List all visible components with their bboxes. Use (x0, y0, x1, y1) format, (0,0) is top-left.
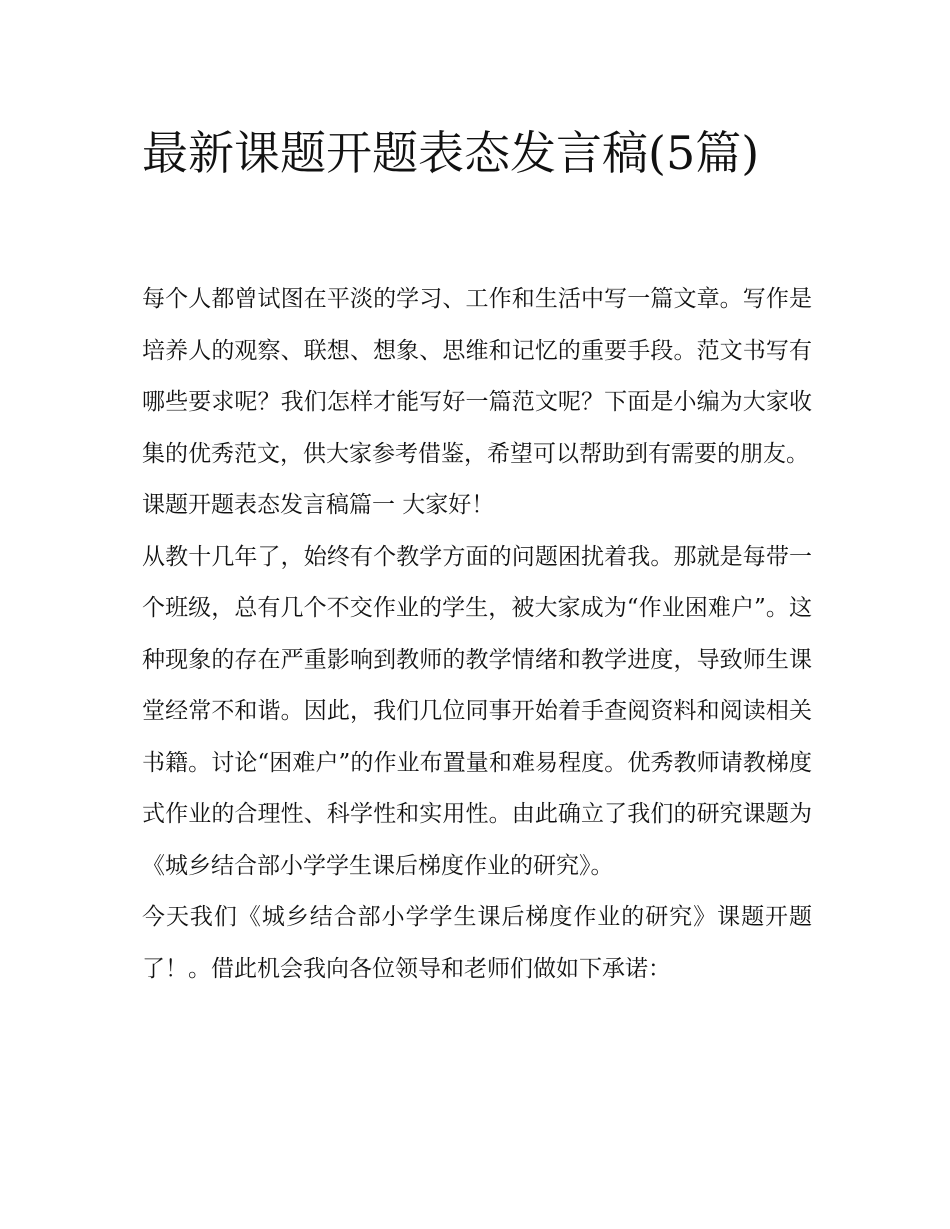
paragraph-section-heading: 课题开题表态发言稿篇一 大家好！ (142, 492, 495, 518)
document-title: 最新课题开题表态发言稿(5篇) (142, 126, 760, 180)
paragraph-intro: 每个人都曾试图在平淡的学习、工作和生活中写一篇文章。写作是培养人的观察、联想、想象、思维和记忆的重要手段。范文书写有哪些要求呢？我们怎样才能写好一篇范文呢？下面是小编为大家收集的优秀范文，供大家参考借鉴，希望可以帮助到有需要的朋友。 (142, 286, 812, 467)
paragraph-background: 从教十几年了，始终有个教学方面的问题困扰着我。那就是每带一个班级，总有几个不交作业的学生，被大家成为“作业困难户”。这种现象的存在严重影响到教师的教学情绪和教学进度，导致师生课堂经常不和谐。因此，我们几位同事开始着手查阅资料和阅读相关书籍。讨论“困难户”的作业布置量和难易程度。优秀教师请教梯度式作业的合理性、科学性和实用性。由此确立了我们的研究课题为《城乡结合部小学学生课后梯度作业的研究》。 (142, 543, 812, 879)
document-body (142, 274, 812, 995)
paragraph-commitment: 今天我们《城乡结合部小学学生课后梯度作业的研究》课题开题了！。借此机会我向各位领导和老师们做如下承诺： (142, 904, 812, 982)
